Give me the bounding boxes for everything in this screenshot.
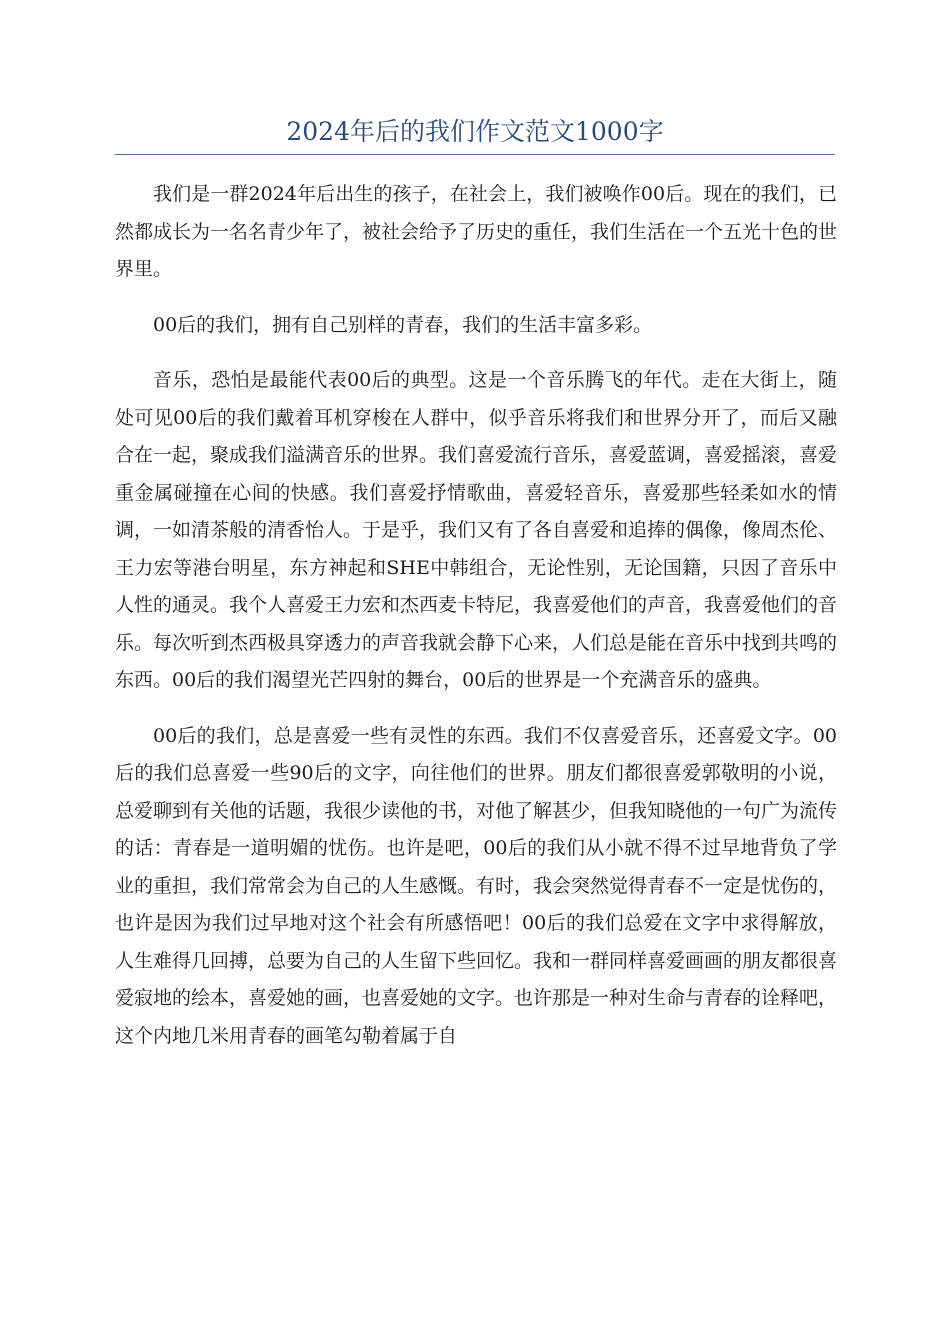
document-body [115, 176, 837, 1073]
document-title: 2024年后的我们作文范文1000字 [286, 117, 664, 146]
paragraph: 我们是一群2024年后出生的孩子，在社会上，我们被唤作00后。现在的我们，已然都成长为一名名青少年了，被社会给予了历史的重任，我们生活在一个五光十色的世界里。 [115, 183, 838, 280]
paragraph: 音乐，恐怕是最能代表00后的典型。这是一个音乐腾飞的年代。走在大街上，随处可见00后的我们戴着耳机穿梭在人群中，似乎音乐将我们和世界分开了，而后又融合在一起，聚成我们溢满音乐的世界。我们喜爱流行音乐，喜爱蓝调，喜爱摇滚，喜爱重金属碰撞在心间的快感。我们喜爱抒情歌曲，喜爱轻音乐，喜爱那些轻柔如水的情调，一如清茶般的清香怡人。于是乎，我们又有了各自喜爱和追捧的偶像，像周杰伦、王力宏等港台明星，东方神起和SHE中韩组合，无论性别，无论国籍，只因了音乐中人性的通灵。我个人喜爱王力宏和杰西麦卡特尼，我喜爱他们的声音，我喜爱他们的音乐。每次听到杰西极具穿透力的声音我就会静下心来，人们总是能在音乐中找到共鸣的东西。00后的我们渴望光芒四射的舞台，00后的世界是一个充满音乐的盛典。 [115, 369, 838, 691]
title-underline [115, 154, 835, 155]
paragraph: 00后的我们，总是喜爱一些有灵性的东西。我们不仅喜爱音乐，还喜爱文字。00后的我们总喜爱一些90后的文字，向往他们的世界。朋友们都很喜爱郭敬明的小说，总爱聊到有关他的话题，我很少读他的书，对他了解甚少，但我知晓他的一句广为流传的话：青春是一道明媚的忧伤。也许是吧，00后的我们从小就不得不过早地背负了学业的重担，我们常常会为自己的人生感慨。有时，我会突然觉得青春不一定是忧伤的，也许是因为我们过早地对这个社会有所感悟吧！00后的我们总爱在文字中求得解放，人生难得几回搏，总要为自己的人生留下些回忆。我和一群同样喜爱画画的朋友都很喜爱寂地的绘本，喜爱她的画，也喜爱她的文字。也许那是一种对生命与青春的诠释吧，这个内地几米用青春的画笔勾勒着属于自 [115, 724, 838, 1047]
paragraph: 00后的我们，拥有自己别样的青春，我们的生活丰富多彩。 [153, 313, 653, 336]
